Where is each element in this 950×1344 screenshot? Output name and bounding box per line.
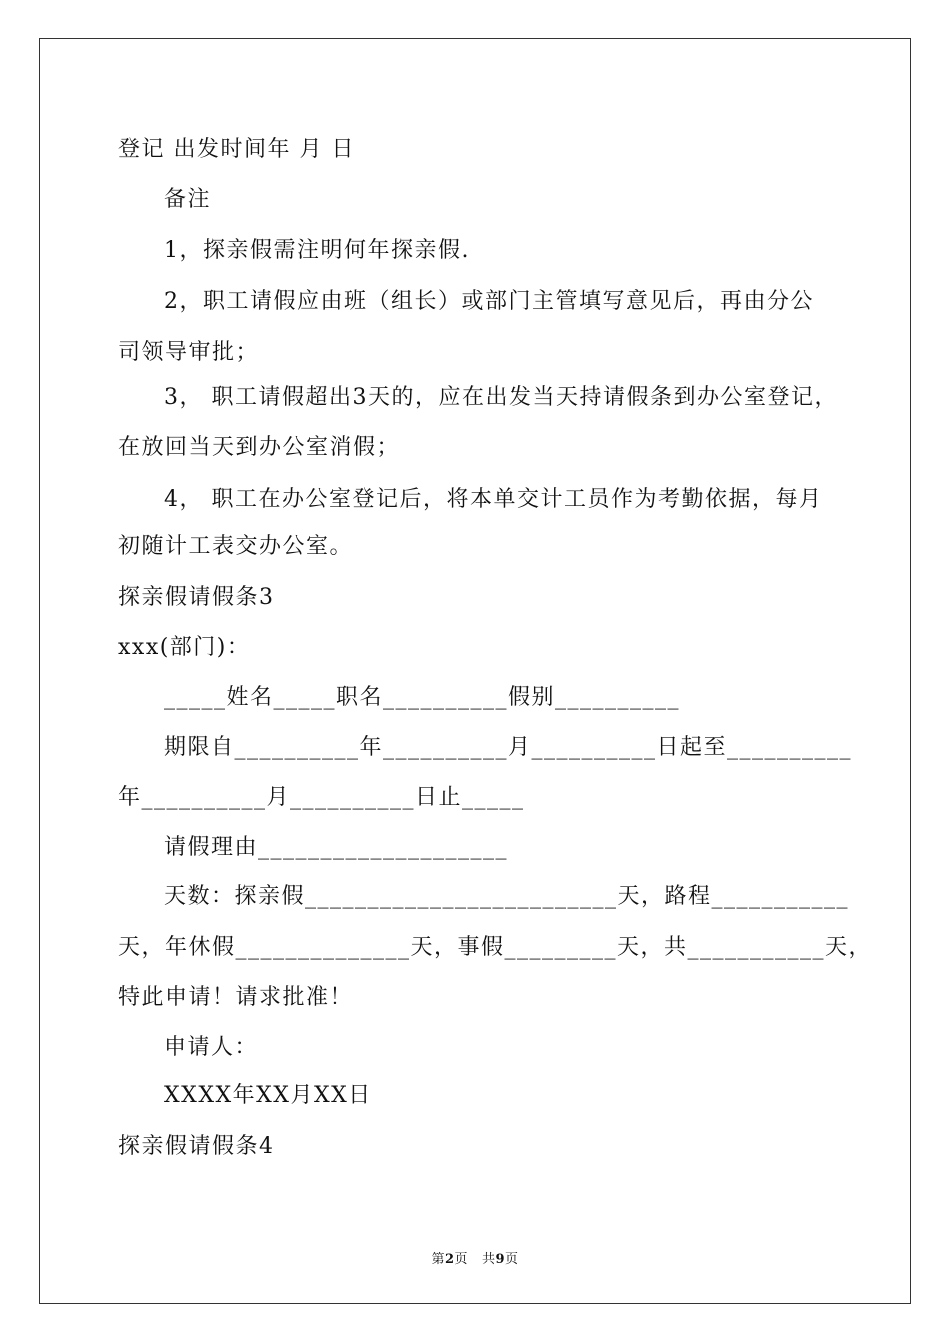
applicant-line: 申请人： xyxy=(164,1035,259,1060)
date-line: XXXX年XX月XX日 xyxy=(164,1083,372,1108)
text-line: 在放回当天到办公室消假； xyxy=(118,435,401,460)
page-footer xyxy=(0,1248,950,1267)
text-line: 1，探亲假需注明何年探亲假. xyxy=(164,238,470,263)
text-line: 3， 职工请假超出3天的，应在出发当天持请假条到办公室登记， xyxy=(164,385,838,410)
form-line-period-end: 年__________月__________日止_____ xyxy=(118,785,525,810)
form-line-period: 期限自__________年__________月__________日起至__________ xyxy=(164,735,853,760)
notes-heading: 备注 xyxy=(164,187,212,212)
form-line-reason: 请假理由____________________ xyxy=(164,835,509,860)
department-line: xxx(部门)： xyxy=(118,635,251,660)
footer-prefix: 第 xyxy=(431,1252,445,1267)
form-line-days: 天数：探亲假_________________________天，路程___________ xyxy=(164,884,850,909)
text-line: 司领导审批； xyxy=(118,340,260,365)
page-border xyxy=(39,38,911,1304)
form-line-days-cont: 天，年休假______________天，事假_________天，共___________天， xyxy=(118,935,873,960)
footer-page-total: 9 xyxy=(495,1252,505,1267)
footer-suffix: 页 xyxy=(505,1252,519,1267)
text-line: 登记 出发时间年 月 日 xyxy=(118,137,355,162)
text-line: 2，职工请假应由班（组长）或部门主管填写意见后，再由分公 xyxy=(164,289,814,314)
footer-mid: 页 共 xyxy=(454,1252,496,1267)
section-title: 探亲假请假条4 xyxy=(118,1134,275,1159)
text-line: 初随计工表交办公室。 xyxy=(118,534,354,559)
form-line-name: _____姓名_____职名__________假别__________ xyxy=(164,685,681,710)
text-line: 4， 职工在办公室登记后，将本单交计工员作为考勤依据，每月 xyxy=(164,487,823,512)
section-title: 探亲假请假条3 xyxy=(118,585,275,610)
text-line: 特此申请！请求批准！ xyxy=(118,985,354,1010)
footer-page-number: 2 xyxy=(445,1252,455,1267)
